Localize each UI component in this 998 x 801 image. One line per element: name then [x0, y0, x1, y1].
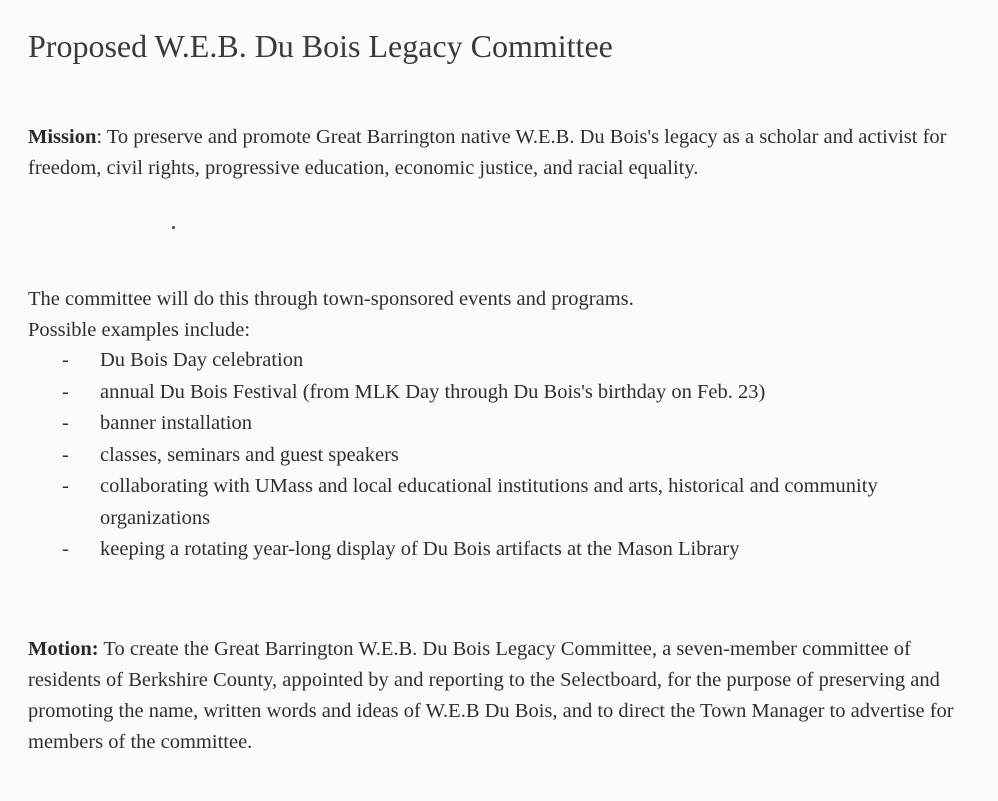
motion-label: Motion:: [28, 638, 99, 660]
bullet-dash: -: [62, 349, 69, 371]
list-item-text: Du Bois Day celebration: [100, 349, 304, 371]
motion-paragraph: [28, 634, 978, 758]
list-item: [28, 534, 978, 566]
scan-speck: [172, 226, 175, 229]
motion-text: To create the Great Barrington W.E.B. Du Bois Legacy Committee, a seven-member committee of residents of Berkshire County, appointed by and reporting to the Selectboard, for the purpose of preserving and promoting the name, written words and ideas of W.E.B Du Bois, and to direct the Town Manager to advertise for members of the committee.: [28, 638, 954, 753]
mission-separator: :: [96, 126, 103, 148]
list-item: [28, 345, 978, 377]
list-item: [28, 471, 978, 534]
list-item-text: banner installation: [100, 412, 252, 434]
bullet-dash: -: [62, 538, 69, 560]
bullet-dash: -: [62, 412, 69, 434]
list-item: [28, 408, 978, 440]
list-item: [28, 377, 978, 409]
list-item-text: keeping a rotating year-long display of Du Bois artifacts at the Mason Library: [100, 538, 740, 560]
examples-list: [28, 345, 978, 566]
intro-paragraph: [28, 284, 978, 346]
bullet-dash: -: [62, 380, 69, 403]
list-item: [28, 440, 978, 472]
intro-line-1: The committee will do this through town-sponsored events and programs.: [28, 288, 634, 310]
mission-text: To preserve and promote Great Barrington native W.E.B. Du Bois's legacy as a scholar and activist for freedom, civil rights, progressive education, economic justice, and racial equality.: [28, 126, 947, 179]
list-item-text: collaborating with UMass and local educational institutions and arts, historical and community organizations: [100, 475, 878, 529]
list-item-text: annual Du Bois Festival (from MLK Day through Du Bois's birthday on Feb. 23): [100, 380, 766, 403]
bullet-dash: -: [62, 443, 69, 466]
mission-paragraph: [28, 122, 978, 184]
list-item-text: classes, seminars and guest speakers: [100, 443, 399, 466]
document-title: Proposed W.E.B. Du Bois Legacy Committee: [28, 28, 613, 64]
mission-label: Mission: [28, 126, 97, 148]
intro-line-2: Possible examples include:: [28, 319, 251, 341]
bullet-dash: -: [62, 475, 69, 497]
